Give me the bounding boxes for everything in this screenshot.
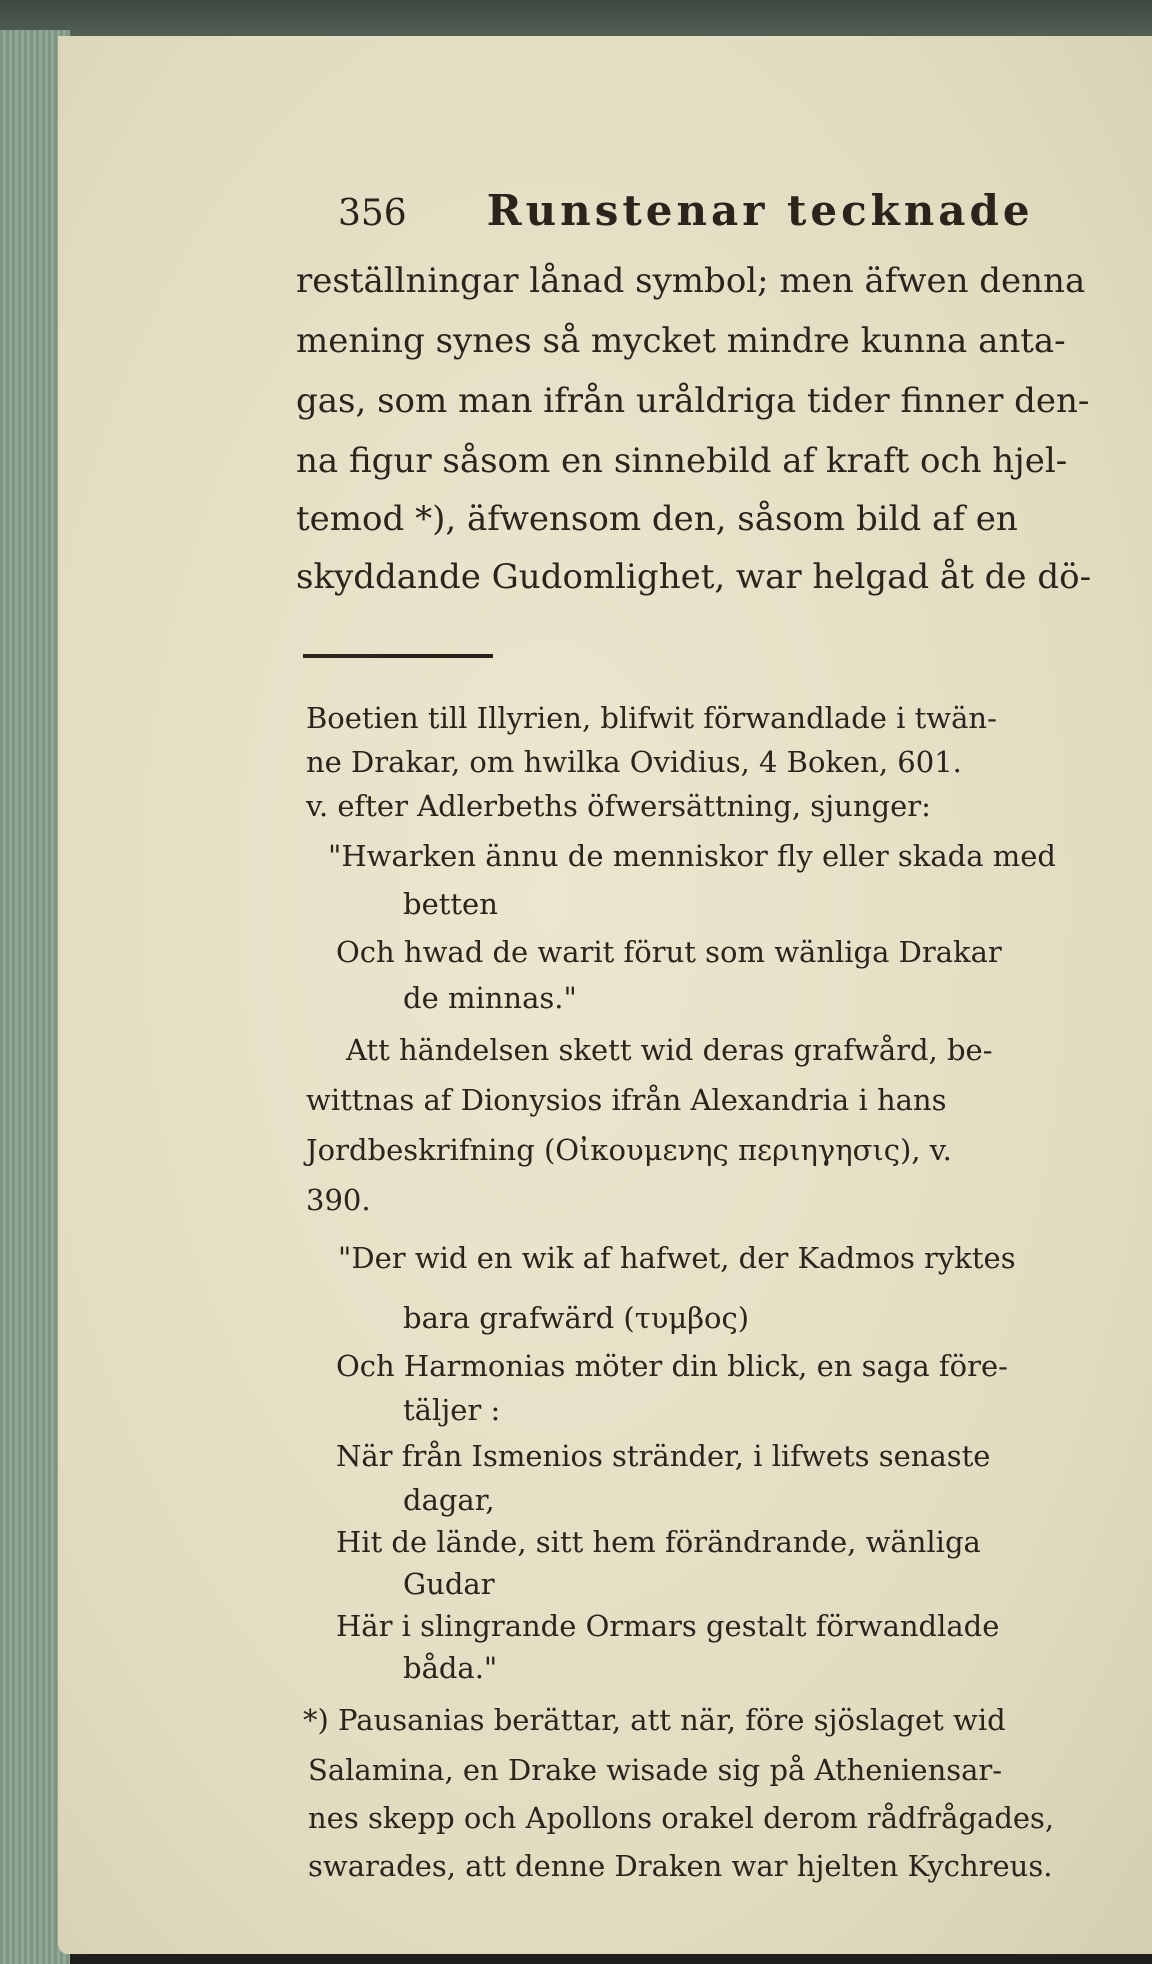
running-head bbox=[338, 186, 1118, 235]
verse-line: När från Ismenios stränder, i lifwets senaste bbox=[336, 1439, 991, 1473]
verse-line: "Der wid en wik af hafwet, der Kadmos ryktes bbox=[338, 1241, 1016, 1275]
verse-line: täljer : bbox=[403, 1393, 501, 1427]
verse-line: Här i slingrande Ormars gestalt förwandlade bbox=[336, 1609, 1000, 1643]
footnote-line: nes skepp och Apollons orakel derom rådfrågades, bbox=[308, 1801, 1055, 1835]
text-line: gas, som man ifrån uråldriga tider finner den- bbox=[296, 381, 1090, 421]
verse-line: betten bbox=[403, 887, 498, 921]
text-line: temod *), äfwensom den, såsom bild af en bbox=[296, 499, 1018, 539]
footnote-line: Boetien till Illyrien, blifwit förwandlade i twän- bbox=[306, 701, 997, 735]
verse-line: "Hwarken ännu de menniskor fly eller skada med bbox=[328, 839, 1056, 873]
text-line: mening synes så mycket mindre kunna anta- bbox=[296, 321, 1066, 361]
footnote-line: *) Pausanias berättar, att när, före sjöslaget wid bbox=[303, 1703, 1006, 1737]
footnote-line: swarades, att denne Draken war hjelten Kychreus. bbox=[308, 1849, 1053, 1883]
verse-line: Gudar bbox=[403, 1567, 495, 1601]
verse-line: Och Harmonias möter din blick, en saga före- bbox=[336, 1349, 1008, 1383]
running-title: Runstenar tecknade bbox=[486, 186, 1034, 235]
section-rule bbox=[303, 654, 493, 658]
verse-line: dagar, bbox=[403, 1483, 495, 1517]
footnote-line: Salamina, en Drake wisade sig på Atheniensar- bbox=[308, 1753, 1003, 1787]
footnote-line: Att händelsen skett wid deras grafwård, be- bbox=[346, 1033, 993, 1067]
footnote-line: 390. bbox=[306, 1183, 371, 1217]
verse-line: de minnas." bbox=[403, 981, 577, 1015]
text-line: reställningar lånad symbol; men äfwen denna bbox=[296, 261, 1086, 301]
footnote-line: Jordbeskrifning (Οἰκουμενης περιηγησις), v. bbox=[306, 1133, 952, 1167]
verse-line: Hit de lände, sitt hem förändrande, wänliga bbox=[336, 1525, 981, 1559]
text-line: skyddande Gudomlighet, war helgad åt de dö- bbox=[296, 557, 1092, 597]
text-line: na figur såsom en sinnebild af kraft och hjel- bbox=[296, 441, 1068, 481]
footnote-line: v. efter Adlerbeths öfwersättning, sjunger: bbox=[306, 789, 931, 823]
footnote-line: wittnas af Dionysios ifrån Alexandria i hans bbox=[306, 1083, 947, 1117]
verse-line: båda." bbox=[403, 1651, 498, 1685]
verse-line: bara grafwärd (τυμβος) bbox=[403, 1301, 750, 1335]
footnote-line: ne Drakar, om hwilka Ovidius, 4 Boken, 601. bbox=[306, 745, 962, 779]
page-number: 356 bbox=[338, 193, 407, 234]
book-page bbox=[58, 36, 1152, 1954]
verse-line: Och hwad de warit förut som wänliga Drakar bbox=[336, 935, 1002, 969]
